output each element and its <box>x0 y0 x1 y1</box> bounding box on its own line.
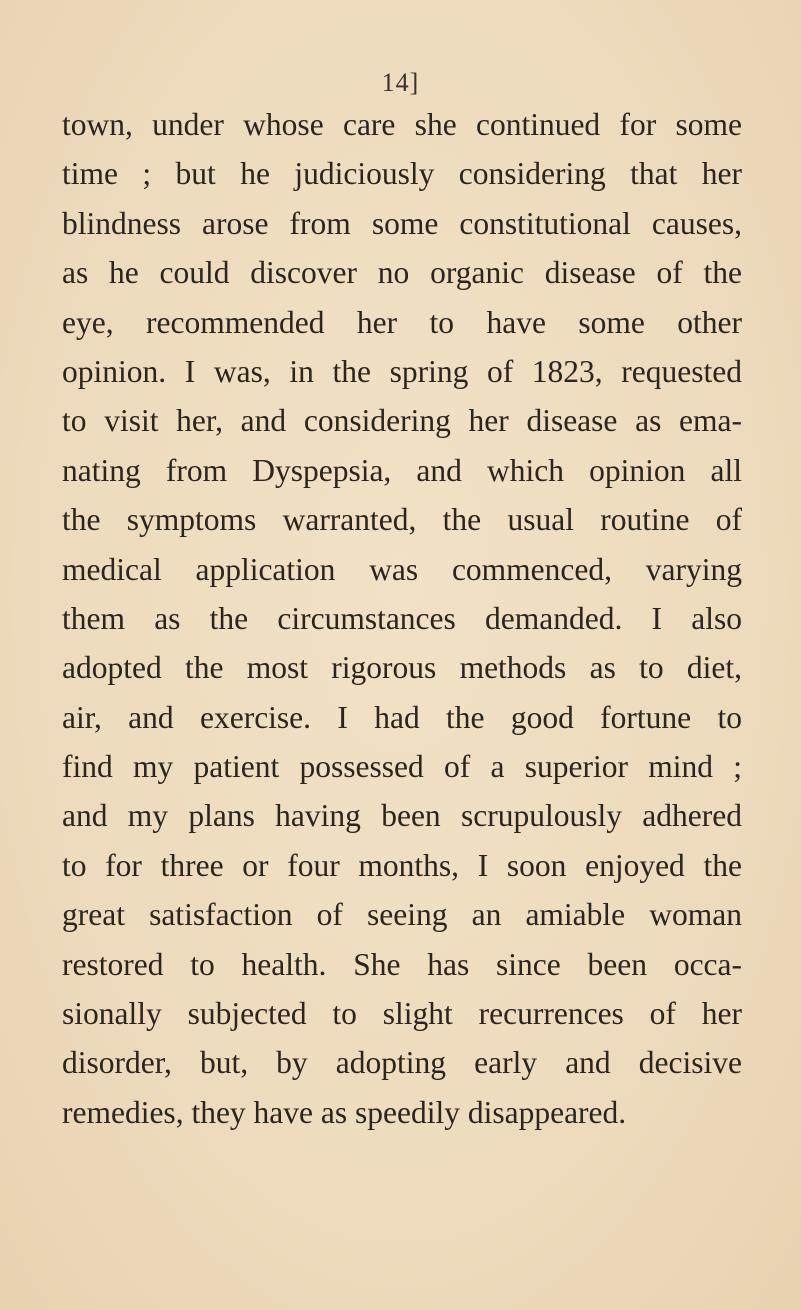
text-line: find my patient possessed of a superior mind ; <box>62 749 742 785</box>
text-line: them as the circumstances demanded. I also <box>62 600 742 636</box>
text-line: time ; but he judiciously considering that her <box>62 156 742 192</box>
text-line: the symptoms warranted, the usual routine of <box>62 502 742 538</box>
text-line: and my plans having been scrupulously adhered <box>62 798 742 834</box>
text-line: medical application was commenced, varying <box>62 551 742 587</box>
text-line: opinion. I was, in the spring of 1823, requested <box>62 353 742 389</box>
text-line: nating from Dyspepsia, and which opinion all <box>62 452 742 488</box>
text-line: to for three or four months, I soon enjoyed the <box>62 847 742 883</box>
text-line: as he could discover no organic disease of the <box>62 255 742 291</box>
text-line: blindness arose from some constitutional causes, <box>62 205 742 241</box>
text-line: adopted the most rigorous methods as to diet, <box>62 650 742 686</box>
text-line: sionally subjected to slight recurrences of her <box>62 996 742 1032</box>
text-line: disorder, but, by adopting early and decisive <box>62 1045 742 1081</box>
page-number: 14] <box>381 68 420 97</box>
text-line: restored to health. She has since been occa- <box>62 946 742 982</box>
text-line: to visit her, and considering her disease as ema- <box>62 403 742 439</box>
text-line: eye, recommended her to have some other <box>62 304 742 340</box>
text-line: town, under whose care she continued for some <box>62 107 742 142</box>
body-text <box>62 100 742 1137</box>
text-line: air, and exercise. I had the good fortune to <box>62 699 742 735</box>
text-line: remedies, they have as speedily disappeared. <box>62 1094 627 1130</box>
text-line: great satisfaction of seeing an amiable woman <box>62 897 742 933</box>
